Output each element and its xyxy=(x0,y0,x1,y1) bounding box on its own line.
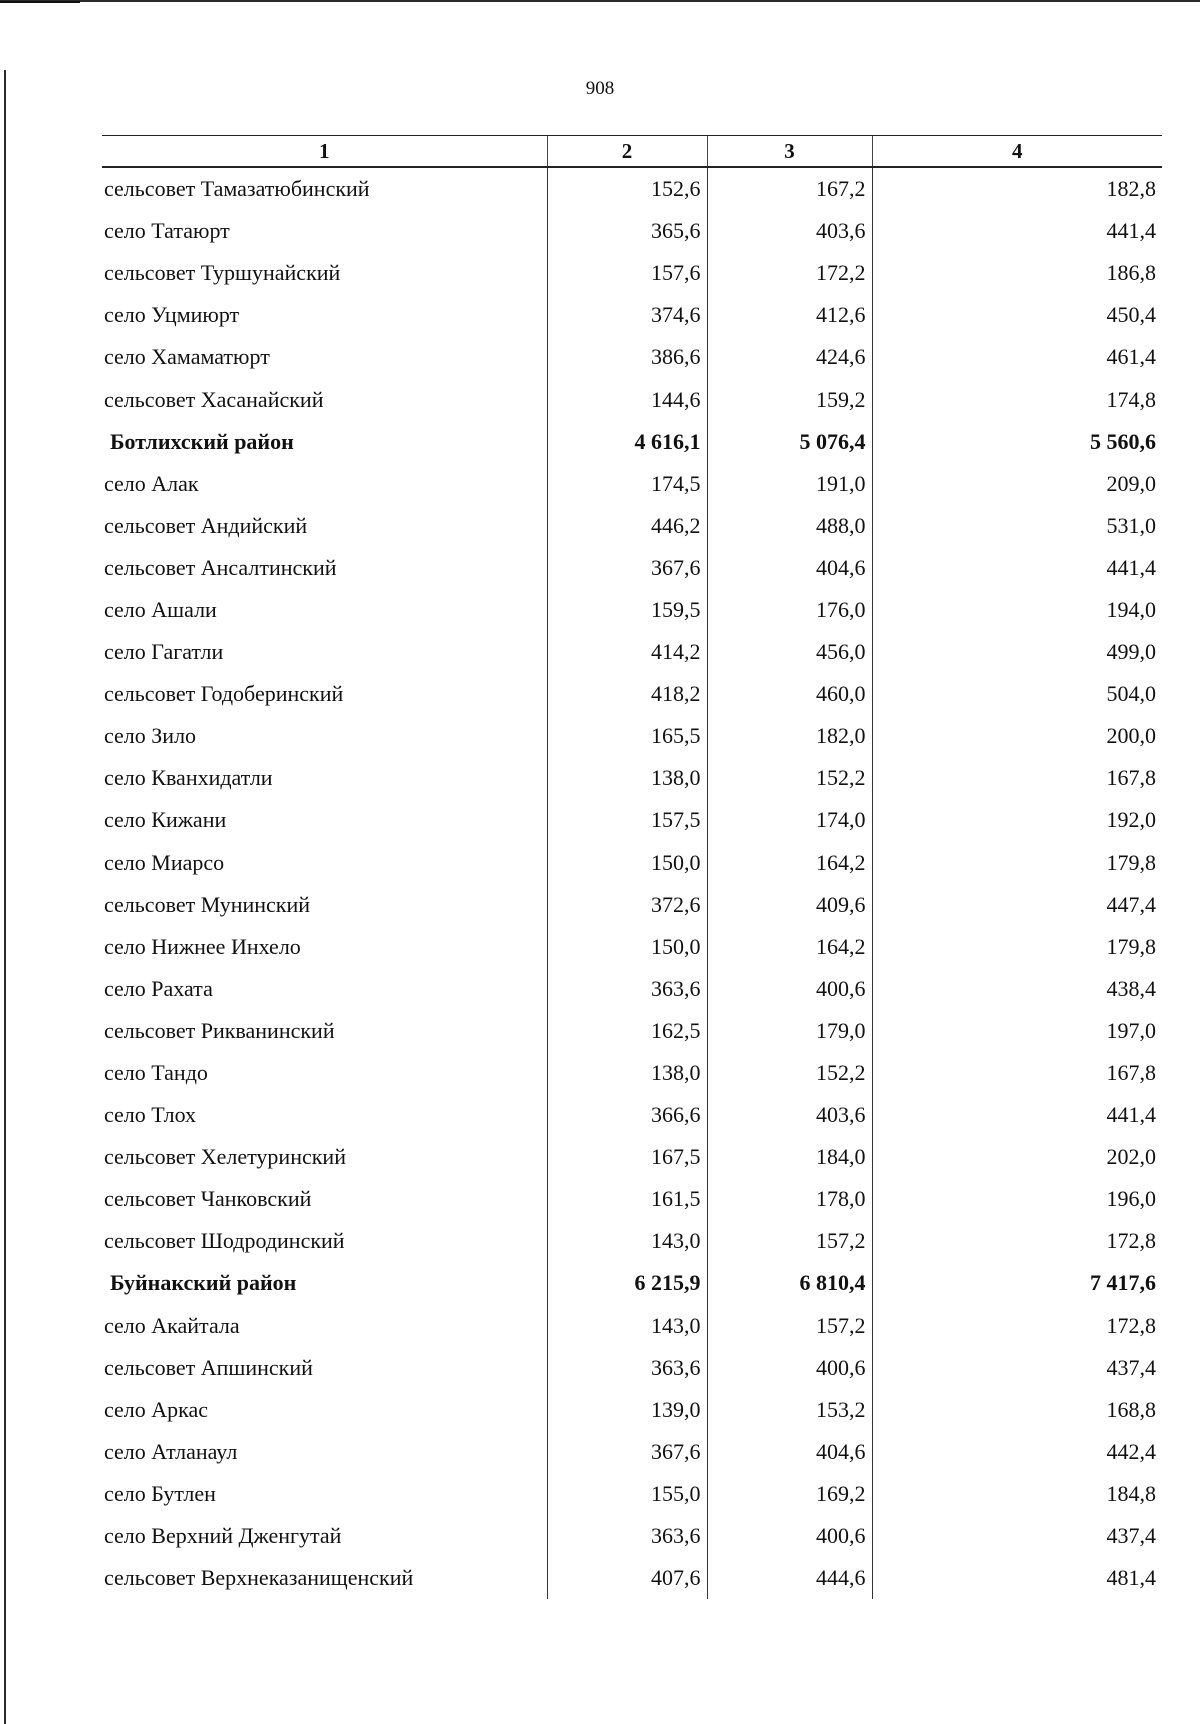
row-value-col2: 372,6 xyxy=(547,884,707,926)
row-value-col4: 200,0 xyxy=(872,715,1162,757)
table-row xyxy=(102,926,1162,968)
table-row xyxy=(102,1473,1162,1515)
row-value-col4: 447,4 xyxy=(872,884,1162,926)
table-row xyxy=(102,547,1162,589)
table-body xyxy=(102,167,1162,1599)
row-name-cell: село Бутлен xyxy=(104,1480,216,1506)
row-value-col2: 143,0 xyxy=(547,1220,707,1262)
column-header-4: 4 xyxy=(872,136,1162,168)
table-row xyxy=(102,1052,1162,1094)
row-name-cell: село Татаюрт xyxy=(104,218,230,244)
table-row xyxy=(102,1557,1162,1599)
row-name-cell: село Миарсо xyxy=(104,849,225,875)
table-row xyxy=(102,757,1162,799)
row-value-col3: 157,2 xyxy=(707,1305,872,1347)
table-row xyxy=(102,378,1162,420)
row-value-col4: 167,8 xyxy=(872,757,1162,799)
row-value-col2: 159,5 xyxy=(547,589,707,631)
table-row xyxy=(102,505,1162,547)
table-row xyxy=(102,884,1162,926)
data-table xyxy=(102,135,1162,1599)
row-value-col2: 407,6 xyxy=(547,1557,707,1599)
row-value-col4: 441,4 xyxy=(872,210,1162,252)
row-value-col3: 5 076,4 xyxy=(707,421,872,463)
row-value-col3: 6 810,4 xyxy=(707,1262,872,1304)
row-value-col3: 404,6 xyxy=(707,547,872,589)
row-value-col2: 374,6 xyxy=(547,294,707,336)
row-value-col2: 143,0 xyxy=(547,1305,707,1347)
row-value-col3: 400,6 xyxy=(707,968,872,1010)
row-value-col2: 165,5 xyxy=(547,715,707,757)
page-number: 908 xyxy=(585,78,615,99)
table-row xyxy=(102,631,1162,673)
row-value-col3: 424,6 xyxy=(707,336,872,378)
row-name-cell: село Акайтала xyxy=(104,1312,240,1338)
row-name-cell: сельсовет Рикванинский xyxy=(104,1017,335,1043)
row-value-col3: 164,2 xyxy=(707,926,872,968)
row-value-col3: 169,2 xyxy=(707,1473,872,1515)
row-value-col2: 363,6 xyxy=(547,1347,707,1389)
scan-edge-left xyxy=(4,70,6,1724)
row-value-col4: 499,0 xyxy=(872,631,1162,673)
column-header-1: 1 xyxy=(102,136,547,168)
row-value-col4: 461,4 xyxy=(872,336,1162,378)
row-value-col4: 450,4 xyxy=(872,294,1162,336)
table-row xyxy=(102,1389,1162,1431)
row-name-cell: сельсовет Туршунайский xyxy=(104,260,341,286)
row-name-cell: сельсовет Андийский xyxy=(104,512,308,538)
row-name-cell: сельсовет Верхнеказанищенский xyxy=(104,1565,414,1591)
row-value-col3: 184,0 xyxy=(707,1136,872,1178)
table-row xyxy=(102,167,1162,210)
row-value-col4: 202,0 xyxy=(872,1136,1162,1178)
scan-edge-top-mark xyxy=(0,1,80,3)
row-value-col3: 179,0 xyxy=(707,1010,872,1052)
table-row xyxy=(102,336,1162,378)
row-value-col4: 192,0 xyxy=(872,799,1162,841)
row-name-cell: село Ашали xyxy=(104,596,217,622)
row-name-cell: сельсовет Чанковский xyxy=(104,1186,312,1212)
row-name-cell: село Гагатли xyxy=(104,639,224,665)
row-value-col2: 138,0 xyxy=(547,757,707,799)
row-value-col3: 191,0 xyxy=(707,463,872,505)
row-name-cell: село Уцмиюрт xyxy=(104,302,240,328)
table-row xyxy=(102,294,1162,336)
row-value-col3: 152,2 xyxy=(707,1052,872,1094)
row-value-col3: 153,2 xyxy=(707,1389,872,1431)
row-name-cell: село Верхний Дженгутай xyxy=(104,1523,342,1549)
row-name-cell: сельсовет Годоберинский xyxy=(104,681,344,707)
row-value-col4: 174,8 xyxy=(872,378,1162,420)
row-value-col3: 400,6 xyxy=(707,1347,872,1389)
row-value-col2: 4 616,1 xyxy=(547,421,707,463)
row-name-cell: сельсовет Тамазатюбинский xyxy=(104,176,370,202)
row-value-col4: 442,4 xyxy=(872,1431,1162,1473)
row-value-col3: 456,0 xyxy=(707,631,872,673)
row-value-col2: 446,2 xyxy=(547,505,707,547)
row-value-col2: 157,6 xyxy=(547,252,707,294)
table-row-district xyxy=(102,1262,1162,1304)
row-value-col2: 138,0 xyxy=(547,1052,707,1094)
row-name-cell: Буйнакский район xyxy=(110,1270,297,1296)
row-value-col2: 363,6 xyxy=(547,1515,707,1557)
table-row xyxy=(102,715,1162,757)
row-value-col4: 179,8 xyxy=(872,926,1162,968)
table-row xyxy=(102,1136,1162,1178)
row-value-col4: 438,4 xyxy=(872,968,1162,1010)
row-name-cell: село Тандо xyxy=(104,1060,208,1086)
row-name-cell: село Атланаул xyxy=(104,1438,238,1464)
scan-edge-top xyxy=(0,0,1200,2)
row-value-col3: 159,2 xyxy=(707,378,872,420)
row-value-col2: 155,0 xyxy=(547,1473,707,1515)
row-name-cell: село Кванхидатли xyxy=(104,765,273,791)
row-value-col3: 172,2 xyxy=(707,252,872,294)
row-value-col2: 418,2 xyxy=(547,673,707,715)
row-name-cell: село Аркас xyxy=(104,1396,209,1422)
row-name-cell: сельсовет Апшинский xyxy=(104,1354,313,1380)
row-value-col2: 367,6 xyxy=(547,547,707,589)
row-value-col3: 404,6 xyxy=(707,1431,872,1473)
row-value-col4: 172,8 xyxy=(872,1220,1162,1262)
row-value-col3: 488,0 xyxy=(707,505,872,547)
table-row xyxy=(102,1094,1162,1136)
row-value-col2: 157,5 xyxy=(547,799,707,841)
row-value-col3: 444,6 xyxy=(707,1557,872,1599)
table-header xyxy=(102,136,1162,168)
row-value-col2: 414,2 xyxy=(547,631,707,673)
row-value-col2: 365,6 xyxy=(547,210,707,252)
row-value-col4: 167,8 xyxy=(872,1052,1162,1094)
row-value-col4: 186,8 xyxy=(872,252,1162,294)
row-value-col4: 437,4 xyxy=(872,1347,1162,1389)
row-value-col3: 412,6 xyxy=(707,294,872,336)
row-value-col2: 139,0 xyxy=(547,1389,707,1431)
row-value-col4: 182,8 xyxy=(872,167,1162,210)
row-value-col3: 403,6 xyxy=(707,210,872,252)
row-name-cell: село Тлох xyxy=(104,1102,197,1128)
table-row xyxy=(102,1220,1162,1262)
row-value-col3: 409,6 xyxy=(707,884,872,926)
row-name-cell: сельсовет Хасанайский xyxy=(104,386,324,412)
row-value-col4: 197,0 xyxy=(872,1010,1162,1052)
table-row xyxy=(102,210,1162,252)
row-value-col2: 6 215,9 xyxy=(547,1262,707,1304)
row-value-col3: 164,2 xyxy=(707,842,872,884)
row-name-cell: село Алак xyxy=(104,470,199,496)
row-value-col4: 209,0 xyxy=(872,463,1162,505)
table-row xyxy=(102,252,1162,294)
row-name-cell: село Зило xyxy=(104,723,197,749)
row-name-cell: село Рахата xyxy=(104,975,213,1001)
row-value-col4: 437,4 xyxy=(872,1515,1162,1557)
table-row xyxy=(102,1178,1162,1220)
row-name-cell: сельсовет Мунинский xyxy=(104,891,311,917)
row-value-col4: 481,4 xyxy=(872,1557,1162,1599)
table-row-district xyxy=(102,421,1162,463)
table-header-row xyxy=(102,136,1162,168)
column-header-3: 3 xyxy=(707,136,872,168)
row-name-cell: село Нижнее Инхело xyxy=(104,933,301,959)
row-value-col2: 150,0 xyxy=(547,842,707,884)
row-value-col4: 5 560,6 xyxy=(872,421,1162,463)
row-value-col4: 441,4 xyxy=(872,547,1162,589)
table-row xyxy=(102,1515,1162,1557)
row-value-col3: 460,0 xyxy=(707,673,872,715)
row-value-col3: 178,0 xyxy=(707,1178,872,1220)
row-value-col3: 403,6 xyxy=(707,1094,872,1136)
row-value-col4: 184,8 xyxy=(872,1473,1162,1515)
row-value-col3: 182,0 xyxy=(707,715,872,757)
row-value-col2: 167,5 xyxy=(547,1136,707,1178)
row-name-cell: Ботлихский район xyxy=(110,428,294,454)
row-value-col3: 174,0 xyxy=(707,799,872,841)
table-row xyxy=(102,673,1162,715)
row-name-cell: село Хамаматюрт xyxy=(104,344,270,370)
row-value-col2: 366,6 xyxy=(547,1094,707,1136)
row-value-col3: 400,6 xyxy=(707,1515,872,1557)
table-row xyxy=(102,1305,1162,1347)
row-value-col4: 531,0 xyxy=(872,505,1162,547)
row-value-col3: 176,0 xyxy=(707,589,872,631)
row-value-col2: 152,6 xyxy=(547,167,707,210)
column-header-2: 2 xyxy=(547,136,707,168)
row-name-cell: сельсовет Ансалтинский xyxy=(104,554,337,580)
row-value-col2: 150,0 xyxy=(547,926,707,968)
row-value-col2: 161,5 xyxy=(547,1178,707,1220)
row-value-col3: 167,2 xyxy=(707,167,872,210)
row-value-col4: 504,0 xyxy=(872,673,1162,715)
table-row xyxy=(102,1010,1162,1052)
table-row xyxy=(102,1431,1162,1473)
table-row xyxy=(102,589,1162,631)
row-value-col2: 363,6 xyxy=(547,968,707,1010)
row-value-col2: 174,5 xyxy=(547,463,707,505)
row-value-col2: 367,6 xyxy=(547,1431,707,1473)
row-name-cell: сельсовет Шодродинский xyxy=(104,1228,345,1254)
row-name-cell: сельсовет Хелетуринский xyxy=(104,1144,346,1170)
table-row xyxy=(102,842,1162,884)
row-value-col4: 172,8 xyxy=(872,1305,1162,1347)
row-value-col2: 162,5 xyxy=(547,1010,707,1052)
table-row xyxy=(102,463,1162,505)
row-value-col2: 386,6 xyxy=(547,336,707,378)
row-value-col4: 441,4 xyxy=(872,1094,1162,1136)
table-row xyxy=(102,799,1162,841)
row-value-col4: 194,0 xyxy=(872,589,1162,631)
table-row xyxy=(102,968,1162,1010)
row-value-col4: 196,0 xyxy=(872,1178,1162,1220)
row-value-col2: 144,6 xyxy=(547,378,707,420)
row-value-col3: 152,2 xyxy=(707,757,872,799)
row-value-col4: 168,8 xyxy=(872,1389,1162,1431)
row-value-col3: 157,2 xyxy=(707,1220,872,1262)
row-name-cell: село Кижани xyxy=(104,807,227,833)
table-row xyxy=(102,1347,1162,1389)
row-value-col4: 179,8 xyxy=(872,842,1162,884)
row-value-col4: 7 417,6 xyxy=(872,1262,1162,1304)
